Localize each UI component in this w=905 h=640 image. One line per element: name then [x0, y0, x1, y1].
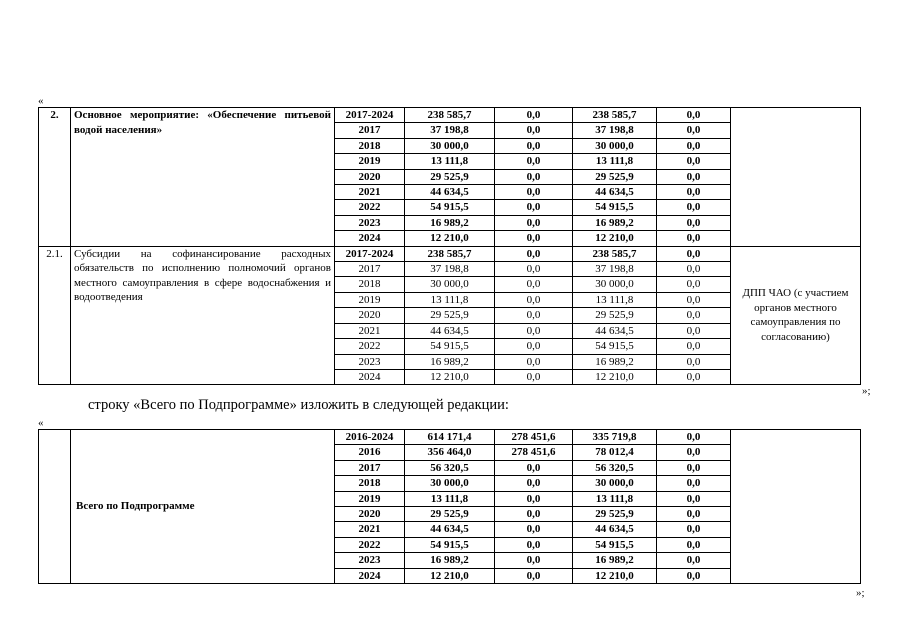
row-number: [39, 430, 71, 584]
closing-quote-2: »;: [856, 587, 865, 599]
regional-amount-cell: 29 525,9: [573, 308, 657, 323]
federal-amount-cell: 0,0: [495, 185, 573, 200]
period-cell: 2023: [335, 553, 405, 568]
other-amount-cell: 0,0: [657, 200, 731, 215]
total-amount-cell: 56 320,5: [405, 460, 495, 475]
total-amount-cell: 12 210,0: [405, 568, 495, 583]
regional-amount-cell: 78 012,4: [573, 445, 657, 460]
total-amount-cell: 54 915,5: [405, 537, 495, 552]
total-amount-cell: 16 989,2: [405, 354, 495, 369]
regional-amount-cell: 37 198,8: [573, 262, 657, 277]
measure-title: Субсидии на софинансирование расходных обязательств по исполнению полномочий органов местного самоуправления в сфере водоснабжения и водоотведения: [71, 246, 335, 385]
regional-amount-cell: 29 525,9: [573, 169, 657, 184]
total-amount-cell: 30 000,0: [405, 138, 495, 153]
federal-amount-cell: 0,0: [495, 277, 573, 292]
regional-amount-cell: 37 198,8: [573, 123, 657, 138]
period-cell: 2021: [335, 522, 405, 537]
other-amount-cell: 0,0: [657, 138, 731, 153]
period-cell: 2021: [335, 323, 405, 338]
regional-amount-cell: 44 634,5: [573, 522, 657, 537]
other-amount-cell: 0,0: [657, 537, 731, 552]
regional-amount-cell: 54 915,5: [573, 200, 657, 215]
total-amount-cell: 29 525,9: [405, 308, 495, 323]
period-cell: 2024: [335, 568, 405, 583]
period-cell: 2023: [335, 215, 405, 230]
total-label: Всего по Подпрограмме: [71, 430, 335, 584]
total-amount-cell: 37 198,8: [405, 123, 495, 138]
other-amount-cell: 0,0: [657, 491, 731, 506]
other-amount-cell: 0,0: [657, 246, 731, 261]
period-cell: 2017: [335, 123, 405, 138]
row-number: 2.: [39, 108, 71, 247]
instruction-text: строку «Всего по Подпрограмме» изложить в следующей редакции:: [88, 397, 509, 413]
federal-amount-cell: 278 451,6: [495, 430, 573, 445]
subprogram-total-table: [38, 429, 861, 584]
other-amount-cell: 0,0: [657, 323, 731, 338]
responsible-executor: [731, 108, 861, 247]
row-number: 2.1.: [39, 246, 71, 385]
federal-amount-cell: 0,0: [495, 231, 573, 246]
regional-amount-cell: 54 915,5: [573, 537, 657, 552]
federal-amount-cell: 0,0: [495, 522, 573, 537]
period-cell: 2019: [335, 491, 405, 506]
opening-quote-1: «: [38, 95, 44, 107]
other-amount-cell: 0,0: [657, 507, 731, 522]
regional-amount-cell: 30 000,0: [573, 277, 657, 292]
other-amount-cell: 0,0: [657, 522, 731, 537]
period-cell: 2019: [335, 292, 405, 307]
regional-amount-cell: 12 210,0: [573, 231, 657, 246]
regional-amount-cell: 16 989,2: [573, 354, 657, 369]
total-amount-cell: 30 000,0: [405, 476, 495, 491]
federal-amount-cell: 0,0: [495, 568, 573, 583]
total-amount-cell: 44 634,5: [405, 323, 495, 338]
other-amount-cell: 0,0: [657, 369, 731, 384]
regional-amount-cell: 30 000,0: [573, 476, 657, 491]
total-amount-cell: 44 634,5: [405, 185, 495, 200]
regional-amount-cell: 44 634,5: [573, 323, 657, 338]
regional-amount-cell: 12 210,0: [573, 568, 657, 583]
period-cell: 2016: [335, 445, 405, 460]
federal-amount-cell: 0,0: [495, 460, 573, 475]
other-amount-cell: 0,0: [657, 292, 731, 307]
other-amount-cell: 0,0: [657, 185, 731, 200]
period-cell: 2018: [335, 277, 405, 292]
period-cell: 2022: [335, 537, 405, 552]
federal-amount-cell: 0,0: [495, 246, 573, 261]
federal-amount-cell: 0,0: [495, 138, 573, 153]
total-amount-cell: 12 210,0: [405, 369, 495, 384]
other-amount-cell: 0,0: [657, 277, 731, 292]
table-row: [39, 246, 861, 261]
other-amount-cell: 0,0: [657, 460, 731, 475]
federal-amount-cell: 0,0: [495, 339, 573, 354]
total-amount-cell: 30 000,0: [405, 277, 495, 292]
period-cell: 2017: [335, 262, 405, 277]
total-amount-cell: 29 525,9: [405, 169, 495, 184]
other-amount-cell: 0,0: [657, 430, 731, 445]
closing-quote-1: »;: [862, 385, 871, 397]
responsible-executor: [731, 430, 861, 584]
regional-amount-cell: 54 915,5: [573, 339, 657, 354]
total-amount-cell: 238 585,7: [405, 246, 495, 261]
period-cell: 2021: [335, 185, 405, 200]
federal-amount-cell: 278 451,6: [495, 445, 573, 460]
period-cell: 2017-2024: [335, 246, 405, 261]
table-row: [39, 108, 861, 123]
period-cell: 2020: [335, 169, 405, 184]
regional-amount-cell: 56 320,5: [573, 460, 657, 475]
total-amount-cell: 44 634,5: [405, 522, 495, 537]
federal-amount-cell: 0,0: [495, 292, 573, 307]
period-cell: 2020: [335, 308, 405, 323]
total-amount-cell: 54 915,5: [405, 339, 495, 354]
total-amount-cell: 13 111,8: [405, 154, 495, 169]
other-amount-cell: 0,0: [657, 154, 731, 169]
federal-amount-cell: 0,0: [495, 491, 573, 506]
total-amount-cell: 13 111,8: [405, 292, 495, 307]
other-amount-cell: 0,0: [657, 445, 731, 460]
total-amount-cell: 16 989,2: [405, 215, 495, 230]
federal-amount-cell: 0,0: [495, 154, 573, 169]
regional-amount-cell: 12 210,0: [573, 369, 657, 384]
other-amount-cell: 0,0: [657, 123, 731, 138]
federal-amount-cell: 0,0: [495, 323, 573, 338]
other-amount-cell: 0,0: [657, 553, 731, 568]
other-amount-cell: 0,0: [657, 308, 731, 323]
total-amount-cell: 29 525,9: [405, 507, 495, 522]
opening-quote-2: «: [38, 417, 44, 429]
federal-amount-cell: 0,0: [495, 354, 573, 369]
federal-amount-cell: 0,0: [495, 262, 573, 277]
regional-amount-cell: 16 989,2: [573, 553, 657, 568]
regional-amount-cell: 29 525,9: [573, 507, 657, 522]
other-amount-cell: 0,0: [657, 339, 731, 354]
regional-amount-cell: 13 111,8: [573, 292, 657, 307]
other-amount-cell: 0,0: [657, 568, 731, 583]
period-cell: 2018: [335, 138, 405, 153]
other-amount-cell: 0,0: [657, 476, 731, 491]
period-cell: 2022: [335, 200, 405, 215]
regional-amount-cell: 238 585,7: [573, 246, 657, 261]
period-cell: 2017-2024: [335, 108, 405, 123]
federal-amount-cell: 0,0: [495, 200, 573, 215]
federal-amount-cell: 0,0: [495, 369, 573, 384]
regional-amount-cell: 335 719,8: [573, 430, 657, 445]
responsible-executor: ДПП ЧАО (с участием органов местного самоуправления по согласованию): [731, 246, 861, 385]
other-amount-cell: 0,0: [657, 215, 731, 230]
other-amount-cell: 0,0: [657, 262, 731, 277]
other-amount-cell: 0,0: [657, 354, 731, 369]
regional-amount-cell: 30 000,0: [573, 138, 657, 153]
other-amount-cell: 0,0: [657, 169, 731, 184]
federal-amount-cell: 0,0: [495, 108, 573, 123]
other-amount-cell: 0,0: [657, 108, 731, 123]
measures-table: [38, 107, 861, 385]
period-cell: 2020: [335, 507, 405, 522]
federal-amount-cell: 0,0: [495, 476, 573, 491]
federal-amount-cell: 0,0: [495, 537, 573, 552]
federal-amount-cell: 0,0: [495, 308, 573, 323]
federal-amount-cell: 0,0: [495, 169, 573, 184]
total-amount-cell: 54 915,5: [405, 200, 495, 215]
period-cell: 2017: [335, 460, 405, 475]
period-cell: 2018: [335, 476, 405, 491]
total-amount-cell: 356 464,0: [405, 445, 495, 460]
federal-amount-cell: 0,0: [495, 215, 573, 230]
total-amount-cell: 16 989,2: [405, 553, 495, 568]
period-cell: 2024: [335, 369, 405, 384]
table-row: [39, 430, 861, 445]
period-cell: 2024: [335, 231, 405, 246]
period-cell: 2022: [335, 339, 405, 354]
regional-amount-cell: 238 585,7: [573, 108, 657, 123]
total-amount-cell: 37 198,8: [405, 262, 495, 277]
other-amount-cell: 0,0: [657, 231, 731, 246]
federal-amount-cell: 0,0: [495, 507, 573, 522]
period-cell: 2016-2024: [335, 430, 405, 445]
total-amount-cell: 12 210,0: [405, 231, 495, 246]
total-amount-cell: 238 585,7: [405, 108, 495, 123]
period-cell: 2023: [335, 354, 405, 369]
measure-title: Основное мероприятие: «Обеспечение питьевой водой населения»: [71, 108, 335, 247]
regional-amount-cell: 13 111,8: [573, 491, 657, 506]
regional-amount-cell: 13 111,8: [573, 154, 657, 169]
total-amount-cell: 13 111,8: [405, 491, 495, 506]
regional-amount-cell: 44 634,5: [573, 185, 657, 200]
federal-amount-cell: 0,0: [495, 553, 573, 568]
total-amount-cell: 614 171,4: [405, 430, 495, 445]
period-cell: 2019: [335, 154, 405, 169]
federal-amount-cell: 0,0: [495, 123, 573, 138]
regional-amount-cell: 16 989,2: [573, 215, 657, 230]
